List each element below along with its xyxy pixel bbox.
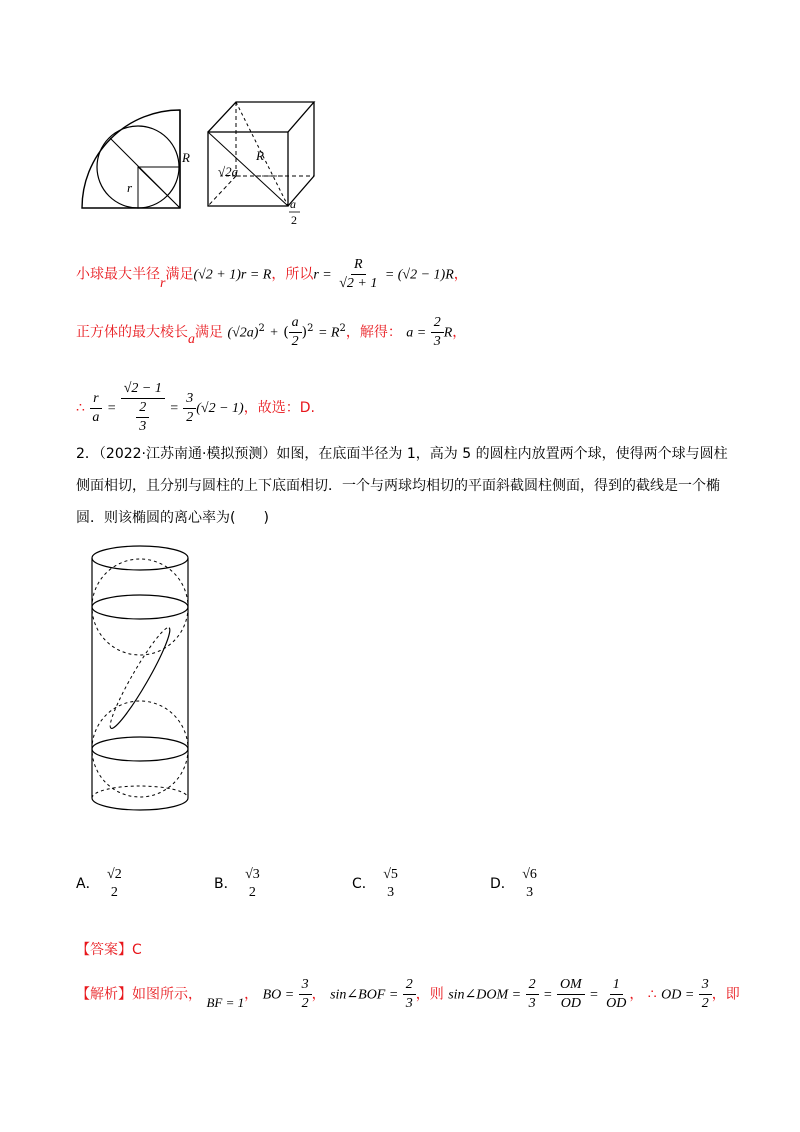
option-fraction: √2 2: [107, 867, 122, 900]
text: ，故选：D.: [243, 400, 315, 416]
question-line-1: 2．（2022·江苏南通·模拟预测）如图，在底面半径为 1，高为 5 的圆柱内放置两个球，使得两个球与圆柱: [76, 446, 728, 462]
cube-figure: [200, 96, 324, 230]
equation: = (√2 − 1)R: [384, 267, 454, 283]
exponent: 2: [339, 322, 346, 334]
question-line-2: 侧面相切，且分别与圆柱的上下底面相切．一个与两球均相切的平面斜截圆柱侧面，得到的截线是一个椭: [76, 478, 720, 494]
label-a: a: [290, 197, 296, 211]
fraction: $\frac{1}{OD}$: [606, 977, 627, 1011]
fraction: $\frac{R}{√2 + 1}$: [339, 257, 378, 291]
equation: (√2a): [227, 325, 259, 341]
label-sqrt2a: √2a: [218, 164, 239, 179]
option-letter: B．: [214, 876, 238, 892]
var-r: r: [160, 275, 166, 291]
operator: =: [106, 401, 117, 416]
option-fraction: √5 3: [383, 867, 398, 900]
option-d[interactable]: [490, 866, 540, 902]
operator: =: [589, 987, 599, 1003]
fraction: $\frac{2}{3}$: [431, 314, 444, 351]
option-c[interactable]: [352, 866, 401, 902]
question-2: [76, 444, 736, 528]
equation: a =: [406, 325, 427, 341]
solution-line-2: 正方体的最大棱长a满足 $(√2a)^2$ + ( $\frac{a}{2}$ )$^2 = R^2$，解得： a = $\frac{2}{3}$ R，: [76, 315, 467, 349]
equation-sin-dom: sin∠DOM =: [448, 987, 522, 1003]
equation: (√2 − 1): [196, 401, 244, 416]
option-a[interactable]: [76, 866, 125, 902]
fraction: $\frac{3}{2}$: [299, 976, 312, 1013]
text: ，: [311, 986, 326, 1003]
var-R: R: [443, 325, 453, 341]
label-2: 2: [291, 213, 297, 227]
text: 如图所示，: [132, 986, 202, 1003]
option-fraction: √6 3: [522, 867, 537, 900]
operator: =: [543, 987, 553, 1003]
text: 小球最大半径: [76, 266, 160, 283]
equation-od: OD =: [661, 987, 695, 1003]
label-R-quarter: R: [182, 150, 190, 165]
question-line-3: 圆．则该椭圆的离心率为( ): [76, 510, 269, 526]
operator: +: [269, 325, 279, 341]
operator: =: [169, 401, 179, 416]
text: ，: [244, 986, 259, 1003]
text: ，: [452, 324, 467, 341]
fraction: $\frac{3}{2}$: [183, 390, 196, 427]
equation-bo: BO =: [262, 987, 295, 1003]
answer-label: 【答案】C: [76, 942, 142, 958]
text: 满足: [165, 266, 194, 283]
fraction: $\frac{2}{3}$: [526, 976, 539, 1013]
solution-line-3: [76, 380, 315, 436]
option-letter: A．: [76, 876, 100, 892]
text: ，则: [415, 986, 444, 1003]
quarter-circle-figure: [76, 100, 188, 212]
equation: (√2 + 1)r = R: [193, 267, 272, 283]
option-letter: C．: [352, 876, 376, 892]
text: 满足: [195, 324, 223, 341]
option-fraction: √3 2: [245, 867, 260, 900]
compound-fraction: $\frac{√2 - 1}{\frac{2}{3}}$: [121, 380, 165, 436]
equation-sin-bof: sin∠BOF =: [330, 987, 399, 1003]
therefore-symbol: ∴: [76, 400, 85, 416]
fraction: $\frac{3}{2}$: [699, 976, 712, 1013]
solution-line-1: [76, 256, 468, 293]
analysis-line: [76, 976, 740, 1013]
option-b[interactable]: [214, 866, 263, 902]
fraction: $\frac{a}{2}$: [289, 314, 302, 351]
label-r-quarter: r: [127, 180, 133, 195]
fraction: $\frac{2}{3}$: [403, 976, 416, 1013]
cylinder-figure: [84, 540, 196, 820]
label-R-cube: R: [256, 148, 264, 163]
equation: r =: [313, 267, 332, 283]
option-letter: D．: [490, 876, 515, 892]
text: 正方体的最大棱长: [76, 324, 188, 341]
equation-bf: BF = 1: [206, 994, 245, 1010]
fraction: $\frac{r}{a}$: [89, 390, 102, 427]
fraction: $\frac{OM}{OD}$: [557, 976, 585, 1013]
therefore-symbol: ∴: [647, 986, 657, 1003]
var-a: a: [188, 331, 195, 347]
text: ，: [629, 986, 644, 1003]
equation: = R: [317, 325, 340, 341]
text: ，: [453, 266, 468, 283]
analysis-label: 【解析】: [76, 986, 132, 1003]
text: ，所以: [271, 266, 314, 283]
text: ，解得：: [345, 324, 402, 341]
text: ，即: [711, 986, 740, 1003]
